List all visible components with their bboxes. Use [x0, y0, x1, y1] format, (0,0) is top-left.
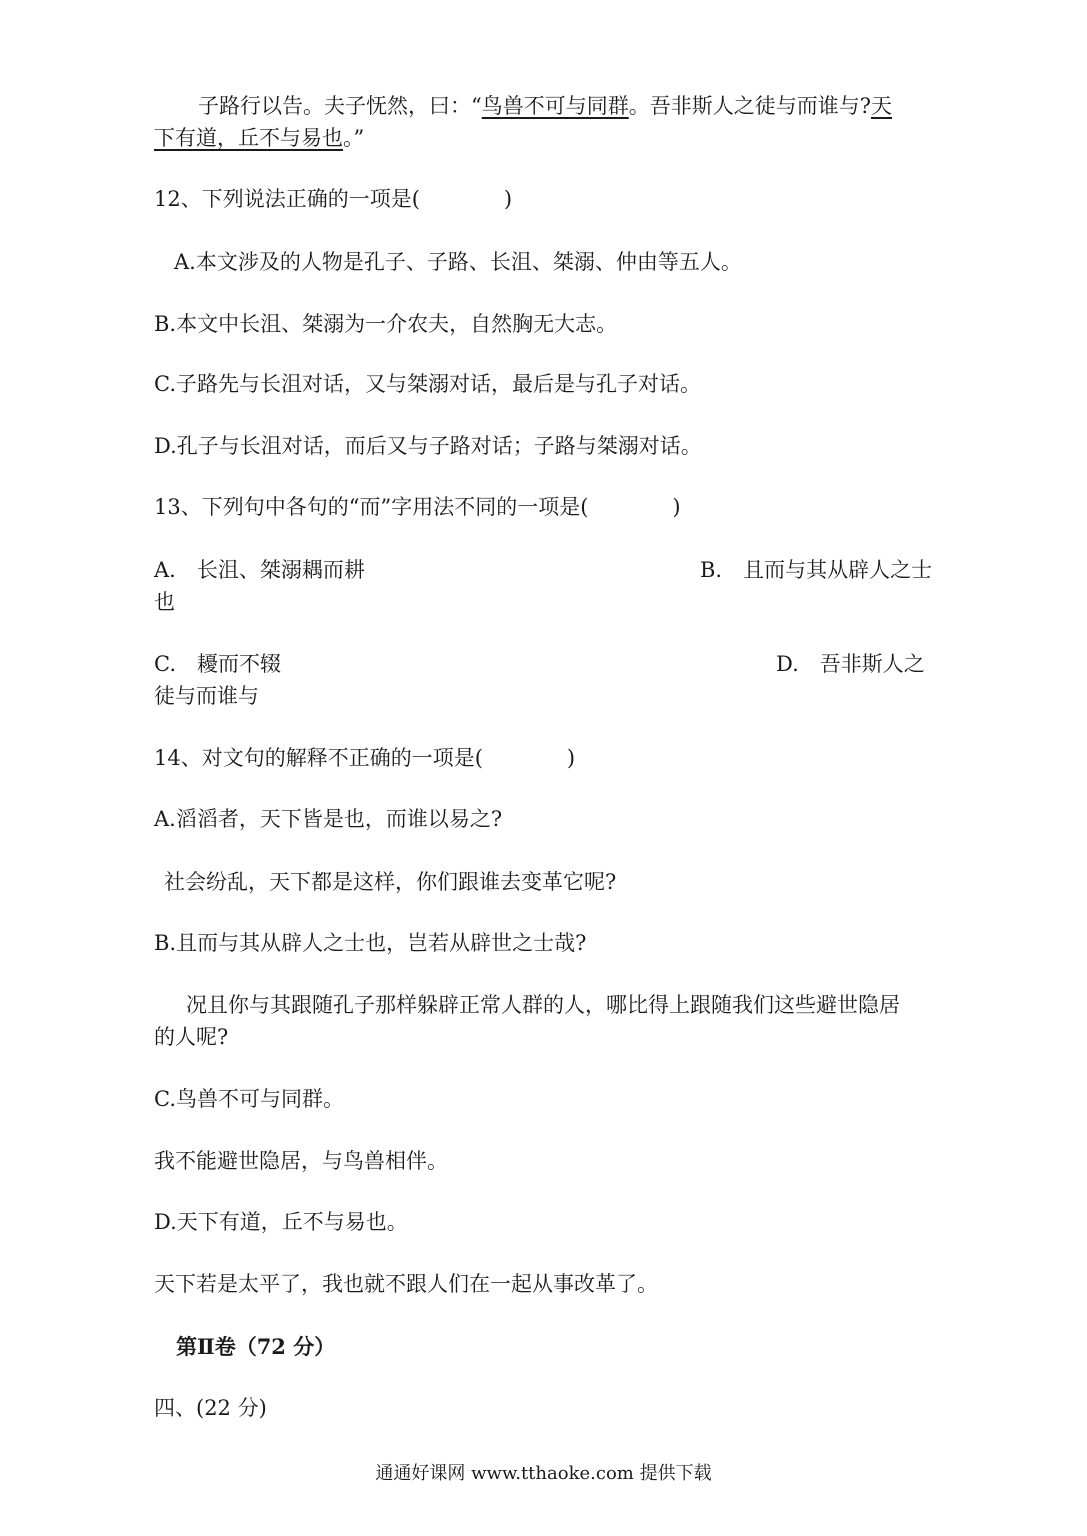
underlined-phrase: 鸟兽不可与同群	[481, 94, 629, 118]
underlined-phrase: 下有道，丘不与易也	[154, 126, 343, 150]
question-14-option-d-explanation: 天下若是太平了，我也就不跟人们在一起从事改革了。	[154, 1272, 658, 1296]
underlined-phrase: 天	[871, 94, 893, 118]
question-13-row-cd	[154, 648, 934, 680]
question-14-stem: 14、对文句的解释不正确的一项是( )	[154, 746, 576, 770]
question-12-stem: 12、下列说法正确的一项是( )	[154, 187, 513, 211]
question-13-row-ab	[154, 554, 934, 586]
question-13-option-c: C. 耰而不辍	[154, 652, 281, 676]
question-14-option-a-explanation: 社会纷乱，天下都是这样，你们跟谁去变革它呢?	[164, 870, 617, 894]
question-12-option-a: A.本文涉及的人物是孔子、子路、长沮、桀溺、仲由等五人。	[174, 250, 742, 274]
question-14-option-c: C.鸟兽不可与同群。	[154, 1087, 344, 1111]
question-14-option-c-explanation: 我不能避世隐居，与鸟兽相伴。	[154, 1149, 448, 1173]
question-14-option-a: A.滔滔者，天下皆是也，而谁以易之?	[154, 807, 503, 831]
passage-text: 。吾非斯人之徒与而谁与?	[628, 94, 872, 118]
question-12-option-c: C.子路先与长沮对话，又与桀溺对话，最后是与孔子对话。	[154, 372, 701, 396]
question-12-option-d: D.孔子与长沮对话，而后又与子路对话；子路与桀溺对话。	[154, 434, 702, 458]
passage-line-2	[154, 122, 934, 154]
passage-text: 。”	[343, 126, 365, 150]
question-13-option-d: D. 吾非斯人之	[776, 652, 925, 676]
part-four-heading: 四、(22 分)	[154, 1396, 267, 1420]
question-13-option-a: A. 长沮、桀溺耦而耕	[154, 558, 365, 582]
question-14-option-d: D.天下有道，丘不与易也。	[154, 1210, 408, 1234]
question-13-stem: 13、下列句中各句的“而”字用法不同的一项是( )	[154, 495, 681, 519]
question-14-option-b-explanation-wrap: 的人呢?	[154, 1025, 229, 1049]
question-12-option-b: B.本文中长沮、桀溺为一介农夫，自然胸无大志。	[154, 312, 618, 336]
question-14-option-b: B.且而与其从辟人之士也，岂若从辟世之士哉?	[154, 931, 587, 955]
passage-line-1	[198, 90, 934, 122]
question-13-option-d-wrap: 徒与而谁与	[154, 684, 259, 708]
section-title: 第Ⅱ卷（72 分）	[176, 1334, 336, 1359]
question-14-option-b-explanation: 况且你与其跟随孔子那样躲辟正常人群的人，哪比得上跟随我们这些避世隐居	[186, 993, 900, 1017]
page-footer: 通通好课网 www.tthaoke.com 提供下载	[375, 1463, 712, 1484]
passage-text: 子路行以告。夫子怃然，曰：“	[198, 94, 482, 118]
question-13-option-b-wrap: 也	[154, 590, 175, 614]
question-13-option-b: B. 且而与其从辟人之士	[700, 558, 933, 582]
